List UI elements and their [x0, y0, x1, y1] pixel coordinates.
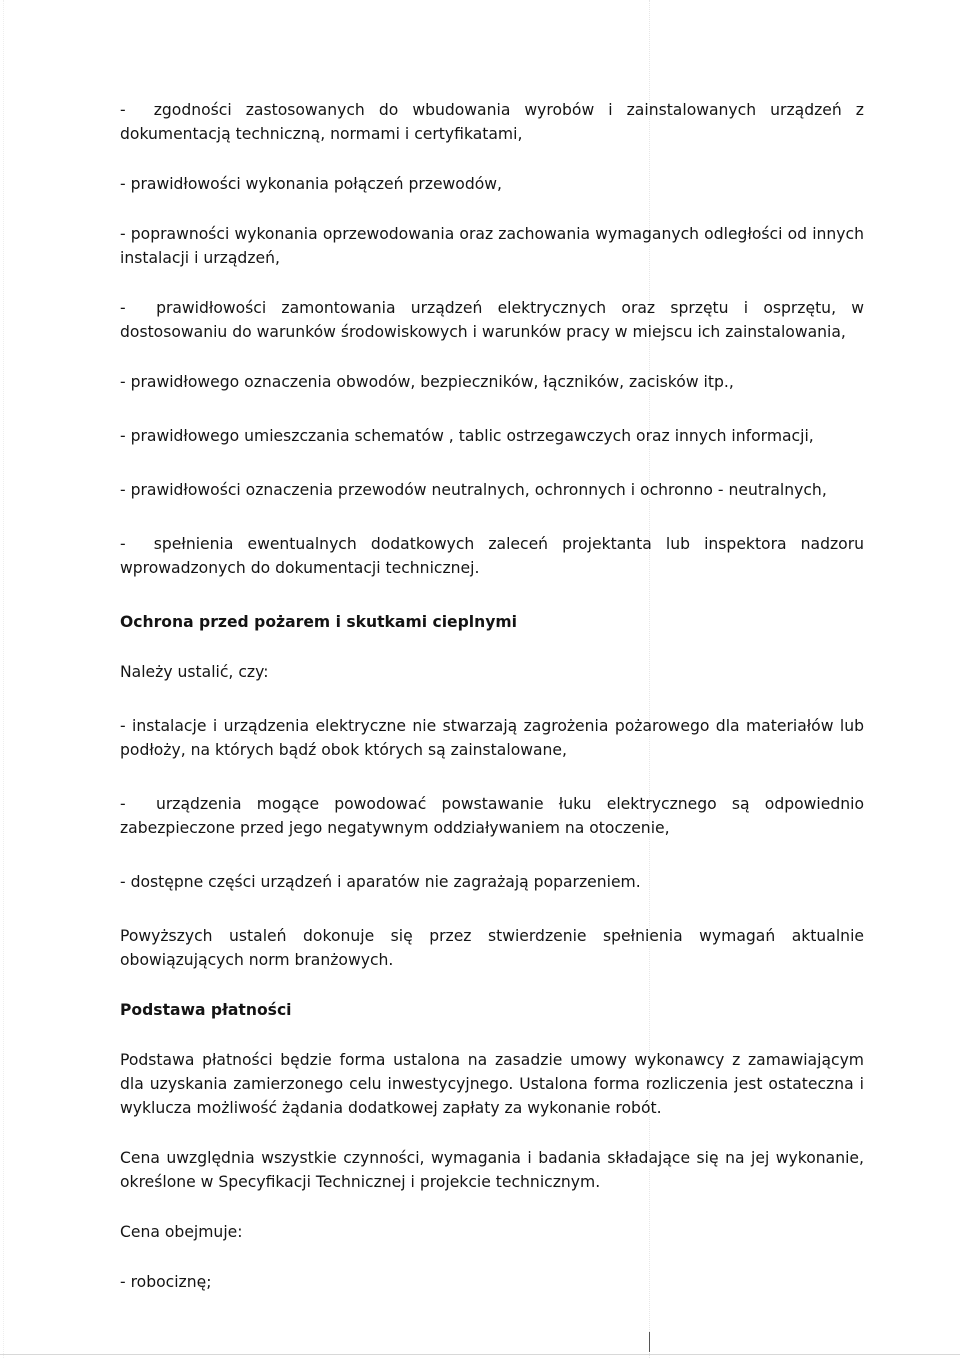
- list-item: - poprawności wykonania oprzewodowania oraz zachowania wymaganych odległości od innych instalacji i urządzeń,: [120, 225, 864, 267]
- scan-bottom-mark: [649, 1332, 650, 1352]
- list-item: - prawidłowego umieszczania schematów , tablic ostrzegawczych oraz innych informacji,: [120, 427, 814, 445]
- paragraph: Podstawa płatności będzie forma ustalona na zasadzie umowy wykonawcy z zamawiającym dla uzyskania zamierzonego celu inwestycyjnego. Ustalona forma rozliczenia jest ostateczna i wyklucza możliwość żądania dodatkowej zapłaty za wykonanie robót.: [120, 1051, 864, 1117]
- list-item: - robociznę;: [120, 1273, 212, 1291]
- list-item: - prawidłowości wykonania połączeń przewodów,: [120, 175, 503, 193]
- scan-bottom-edge: [0, 1354, 960, 1355]
- paragraph: Cena uwzględnia wszystkie czynności, wymagania i badania składające się na jej wykonanie, określone w Specyfikacji Technicznej i projekcie technicznym.: [120, 1149, 864, 1191]
- list-item: - prawidłowego oznaczenia obwodów, bezpieczników, łączników, zacisków itp.,: [120, 373, 734, 391]
- list-item: - zgodności zastosowanych do wbudowania wyrobów i zainstalowanych urządzeń z dokumentacją techniczną, normami i certyfikatami,: [120, 101, 864, 143]
- scan-left-edge: [3, 0, 4, 1358]
- list-item: - prawidłowości oznaczenia przewodów neutralnych, ochronnych i ochronno - neutralnych,: [120, 481, 827, 499]
- list-item: - instalacje i urządzenia elektryczne nie stwarzają zagrożenia pożarowego dla materiałów lub podłoży, na których bądź obok których są zainstalowane,: [120, 717, 864, 759]
- section-heading-payment: Podstawa płatności: [120, 1001, 292, 1019]
- list-item: - prawidłowości zamontowania urządzeń elektrycznych oraz sprzętu i osprzętu, w dostosowaniu do warunków środowiskowych i warunków pracy w miejscu ich zainstalowania,: [120, 299, 864, 341]
- list-item: - dostępne części urządzeń i aparatów nie zagrażają poparzeniem.: [120, 873, 641, 891]
- paragraph: Powyższych ustaleń dokonuje się przez stwierdzenie spełnienia wymagań aktualnie obowiązujących norm branżowych.: [120, 927, 864, 969]
- list-item: - spełnienia ewentualnych dodatkowych zaleceń projektanta lub inspektora nadzoru wprowadzonych do dokumentacji technicznej.: [120, 535, 864, 577]
- section-heading-fire-protection: Ochrona przed pożarem i skutkami cieplnymi: [120, 613, 518, 631]
- section-intro: Należy ustalić, czy:: [120, 663, 269, 681]
- list-item: - urządzenia mogące powodować powstawanie łuku elektrycznego są odpowiednio zabezpieczone przed jego negatywnym oddziaływaniem na otoczenie,: [120, 795, 864, 837]
- section-intro: Cena obejmuje:: [120, 1223, 243, 1241]
- document-body: [120, 98, 864, 1294]
